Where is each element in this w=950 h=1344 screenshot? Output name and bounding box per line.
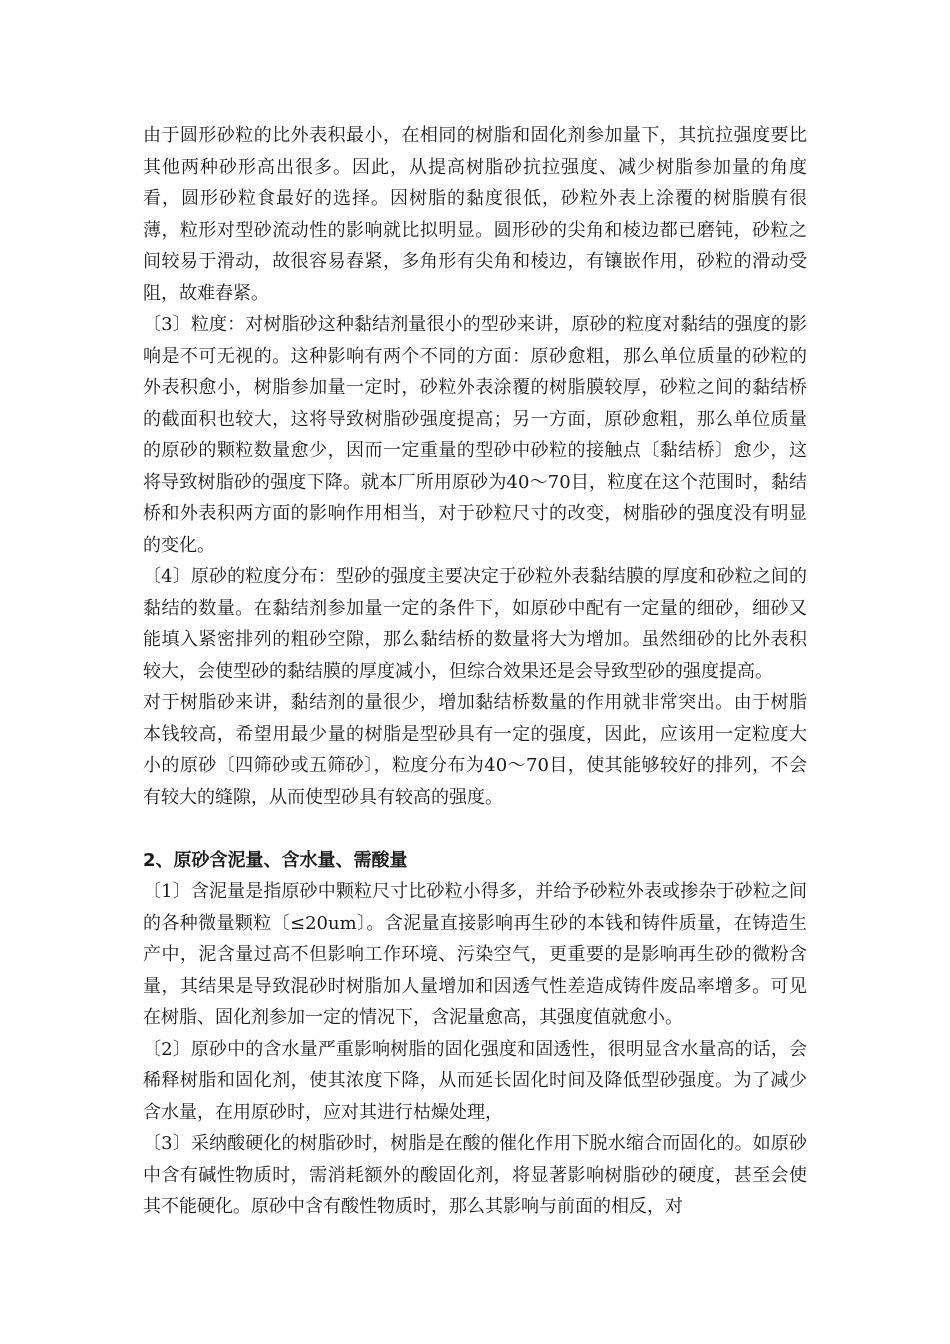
- paragraph-water-content: 〔2〕原砂中的含水量严重影响树脂的固化强度和固透性，很明显含水量高的话，会稀释树脂和固化剂，使其浓度下降，从而延长固化时间及降低型砂强度。为了减少含水量，在用原砂时，应对其进行枯燥处理，: [143, 1038, 807, 1123]
- paragraph-grain-size: 〔3〕粒度：对树脂砂这种黏结剂量很小的型砂来讲，原砂的粒度对黏结的强度的影响是不可无视的。这种影响有两个不同的方面：原砂愈粗，那么单位质量的砂粒的外表积愈小，树脂参加量一定时，砂粒外表涂覆的树脂膜较厚，砂粒之间的黏结桥的截面积也较大，这将导致树脂砂强度提高；另一方面，原砂愈粗，那么单位质量的原砂的颗粒数量愈少，因而一定重量的型砂中砂粒的接触点〔黏结桥〕愈少，这将导致树脂砂的强度下降。就本厂所用原砂为40～70目，粒度在这个范围时，黏结桥和外表积两方面的影响作用相当，对于砂粒尺寸的改变，树脂砂的强度没有明显的变化。: [143, 314, 807, 556]
- paragraph-grain-distribution: 〔4〕原砂的粒度分布：型砂的强度主要决定于砂粒外表黏结膜的厚度和砂粒之间的黏结的数量。在黏结剂参加量一定的条件下，如原砂中配有一定量的细砂，细砂又能填入紧密排列的粗砂空隙，那么黏结桥的数量将大为增加。虽然细砂的比外表积较大，会使型砂的黏结膜的厚度减小，但综合效果还是会导致型砂的强度提高。: [143, 566, 807, 682]
- section-title: 2、原砂含泥量、含水量、需酸量: [143, 849, 408, 871]
- paragraph-acid-demand: 〔3〕采纳酸硬化的树脂砂时，树脂是在酸的催化作用下脱水缩合而固化的。如原砂中含有碱性物质时，需消耗额外的酸固化剂，将显著影响树脂砂的硬度，甚至会使其不能硬化。原砂中含有酸性物质时，那么其影响与前面的相反，对: [143, 1133, 807, 1217]
- paragraph-mud-content: 〔1〕含泥量是指原砂中颗粒尺寸比砂粒小得多，并给予砂粒外表或掺杂于砂粒之间的各种微量颗粒〔≤20um〕。含泥量直接影响再生砂的本钱和铸件质量，在铸造生产中，泥含量过高不但影响工作环境、污染空气，更重要的是影响再生砂的微粉含量，其结果是导致混砂时树脂加人量增加和因透气性差造成铸件废品率增多。可见在树脂、固化剂参加一定的情况下，含泥量愈高，其强度值就愈小。: [143, 881, 807, 1028]
- document-page: [143, 120, 807, 1223]
- paragraph-resin-sand: 对于树脂砂来讲，黏结剂的量很少，增加黏结桥数量的作用就非常突出。由于树脂本钱较高，希望用最少量的树脂是型砂具有一定的强度，因此，应该用一定粒度大小的原砂〔四筛砂或五筛砂〕，粒度分布为40～70目，使其能够较好的排列，不会有较大的缝隙，从而使型砂具有较高的强度。: [143, 692, 807, 808]
- section-spacer: [143, 813, 807, 845]
- paragraph-round-grain: 由于圆形砂粒的比外表积最小，在相同的树脂和固化剂参加量下，其抗拉强度要比其他两种砂形高出很多。因此，从提高树脂砂抗拉强度、减少树脂参加量的角度看，圆形砂粒食最好的选择。因树脂的黏度很低，砂粒外表上涂覆的树脂膜有很薄，粒形对型砂流动性的影响就比拟明显。圆形砂的尖角和棱边都已磨钝，砂粒之间较易于滑动，故很容易舂紧，多角形有尖角和棱边，有镶嵌作用，砂粒的滑动受阻，故难舂紧。: [143, 125, 807, 304]
